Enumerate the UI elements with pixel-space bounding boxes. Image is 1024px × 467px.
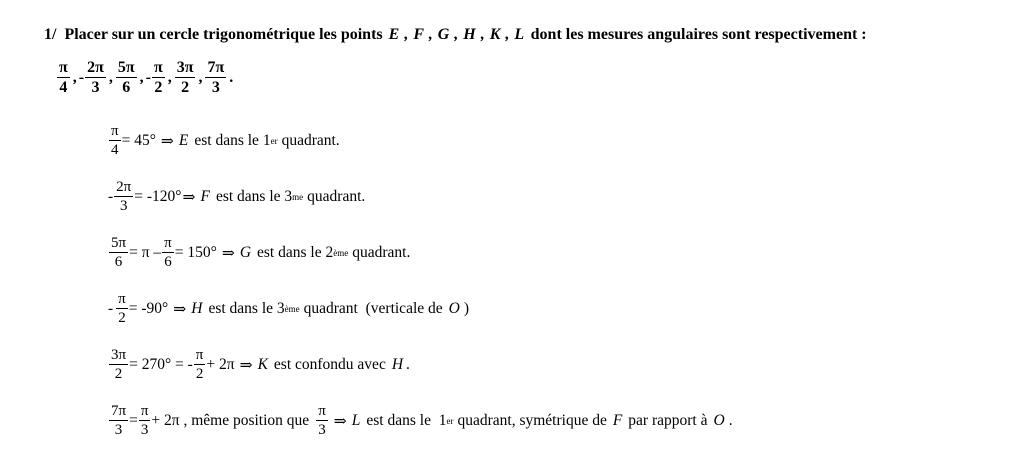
description-end: quadrant. — [352, 244, 411, 261]
angle-fraction — [85, 60, 106, 96]
fraction: $\frac{7\pi}{3}$ — [111, 403, 127, 438]
row-h: - $\frac{\pi}{2}$ = -90° ⇒ H est dans le 3 ème quadrant (verticale de O ) — [108, 291, 470, 326]
description-mid-2: par rapport à — [628, 412, 708, 429]
angle-fraction — [152, 60, 165, 96]
point-label: H — [191, 300, 203, 317]
list-separator: , — [72, 69, 77, 86]
angle-fraction — [116, 60, 137, 96]
denominator: 3 — [211, 79, 220, 96]
equation: = 45° — [121, 132, 156, 149]
point-names: E , F , G , H , K , L — [388, 26, 525, 43]
fraction: $\frac{\pi}{2}$ — [195, 347, 204, 382]
equation-part-2: + 2π — [206, 356, 235, 373]
fraction: $\frac{\pi}{3}$ — [318, 403, 326, 438]
equation-part-1: = — [129, 412, 138, 429]
minus-sign: - — [145, 69, 151, 86]
numerator: 7π — [207, 59, 225, 76]
implies-arrow: ⇒ — [221, 244, 235, 262]
point-label: G — [239, 244, 252, 261]
equation-part-1: = π – — [129, 244, 162, 261]
denominator: 2 — [154, 79, 163, 96]
description: est dans le 3 — [208, 300, 285, 317]
point-h-label: H — [391, 356, 404, 373]
exercise-number: 1/ — [44, 26, 57, 43]
description-end: quadrant. — [307, 188, 366, 205]
list-separator: , — [108, 69, 113, 86]
numerator: π — [153, 59, 163, 76]
list-separator: , — [167, 69, 172, 86]
implies-arrow: ⇒ — [160, 132, 174, 150]
fraction: $\frac{\pi}{2}$ — [118, 291, 126, 326]
row-g: $\frac{5\pi}{6}$ = π – $\frac{\pi}{6}$ = 150° ⇒ G est dans le 2 ème quadrant. — [111, 235, 411, 270]
fraction: $\frac{2\pi}{3}$ — [116, 179, 132, 214]
equation-part-1: = 270° = - — [129, 356, 193, 373]
description-end: quadrant. — [281, 132, 340, 149]
closing-paren: ) — [463, 300, 470, 317]
angle-list — [56, 60, 235, 96]
angle-fraction — [175, 60, 196, 96]
list-separator: , — [198, 69, 203, 86]
equation: = -90° — [128, 300, 169, 317]
equation: = -120° — [134, 188, 182, 205]
statement-text-1: Placer sur un cercle trigonométrique les points — [64, 26, 383, 43]
minus-sign: - — [108, 188, 114, 205]
equation-part-2: = 150° — [174, 244, 217, 261]
denominator: 6 — [122, 79, 131, 96]
implies-arrow: ⇒ — [182, 188, 196, 206]
point-label: K — [257, 356, 268, 373]
period: . — [406, 356, 410, 373]
minus-sign: - — [108, 300, 114, 317]
numerator: 2π — [87, 59, 104, 76]
implies-arrow: ⇒ — [173, 300, 187, 318]
row-e: $\frac{\pi}{4}$ = 45° ⇒ E est dans le 1 er quadrant. — [111, 123, 340, 158]
list-separator: , — [139, 69, 144, 86]
point-f-label: F — [612, 412, 623, 429]
origin-label: O — [713, 412, 725, 429]
description: est dans le 3 — [215, 188, 293, 205]
point-label: E — [178, 132, 189, 149]
minus-sign: - — [78, 69, 85, 86]
row-k — [108, 348, 410, 382]
description-end: quadrant (verticale de — [303, 300, 443, 317]
origin-label: O — [448, 300, 460, 317]
exercise-statement — [44, 26, 867, 44]
description: est confondu avec — [273, 356, 386, 373]
description-mid: quadrant, symétrique de — [457, 412, 607, 429]
implies-arrow: ⇒ — [239, 356, 253, 374]
fraction: $\frac{5\pi}{6}$ — [111, 235, 127, 270]
angle-fraction — [205, 60, 226, 96]
numerator: π — [59, 59, 68, 76]
angle-fraction — [57, 60, 70, 96]
statement-text-2: dont les mesures angulaires sont respectivement : — [530, 26, 867, 43]
fraction: $\frac{\pi}{4}$ — [111, 123, 119, 158]
denominator: 4 — [59, 79, 68, 96]
numerator: 5π — [117, 59, 135, 76]
row-l: $\frac{7\pi}{3}$ = $\frac{\pi}{3}$ + 2π , même position que $\frac{\pi}{3}$ ⇒ L est dans le 1 er quadrant, symétrique de F par rapport à O . — [111, 403, 733, 438]
equation-part-2: + 2π , même position que — [151, 412, 310, 429]
denominator: 3 — [91, 79, 100, 96]
description: est dans le 2 — [257, 244, 334, 261]
period: . — [728, 412, 733, 429]
point-label: F — [200, 188, 210, 205]
fraction: $\frac{3\pi}{2}$ — [111, 347, 127, 382]
implies-arrow: ⇒ — [333, 412, 347, 430]
point-label: L — [351, 412, 361, 429]
row-f: - $\frac{2\pi}{3}$ = -120° ⇒ F est dans le 3 me quadrant. — [108, 179, 366, 214]
fraction: $\frac{\pi}{6}$ — [164, 235, 172, 270]
fraction: $\frac{\pi}{3}$ — [140, 403, 149, 438]
denominator: 2 — [181, 79, 190, 96]
description: est dans le 1 — [366, 412, 447, 429]
list-end: . — [229, 69, 234, 86]
numerator: 3π — [176, 59, 194, 76]
description: est dans le 1 — [194, 132, 271, 149]
